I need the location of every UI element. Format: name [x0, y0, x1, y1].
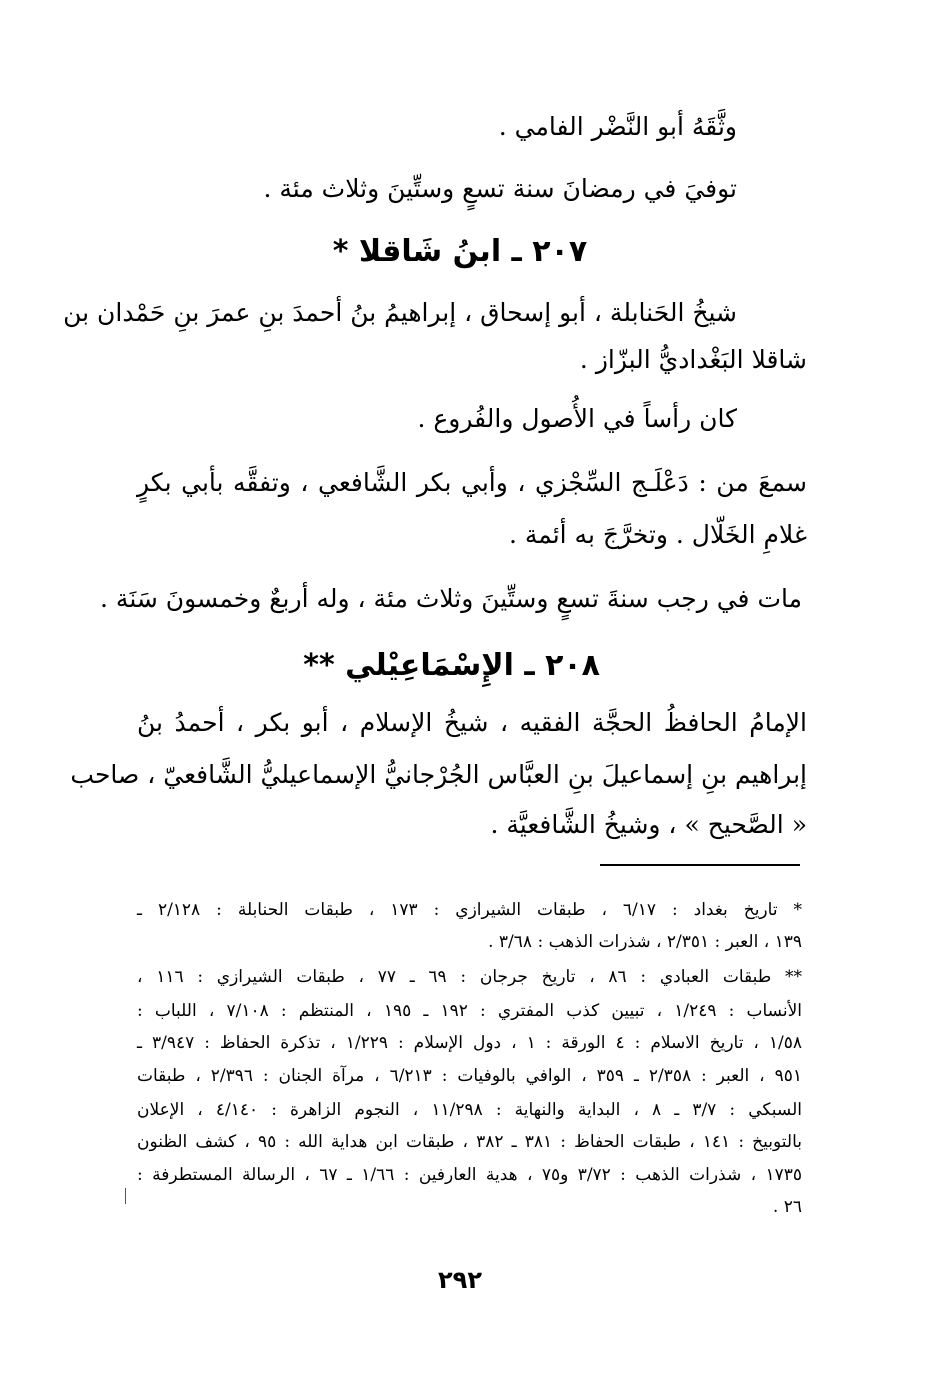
text-line: غلامِ الخَلّال . وتخرَّجَ به أئمة . [508, 520, 807, 549]
page-number: ٢٩٢ [438, 1266, 482, 1294]
footnote-line: السبكي : ٣/٧ ـ ٨ ، البداية والنهاية : ١١/٢٩٨ ، النجوم الزاهرة : ٤/١٤٠ ، الإعلان [137, 1100, 802, 1120]
footnote-separator [600, 864, 800, 866]
text-line: وثَّقَهُ أبو النَّضْر الفامي . [498, 112, 737, 141]
footnote-line: ١٧٣٥ ، شذرات الذهب : ٣/٧٢ و٧٥ ، هدية العارفين : ١/٦٦ ـ ٦٧ ، الرسالة المستطرفة : [137, 1165, 802, 1185]
text-line: شيخُ الحَنابلة ، أبو إسحاق ، إبراهيمُ بنُ أحمدَ بنِ عمرَ بنِ حَمْدان بن [63, 298, 737, 327]
footnote-line: ** طبقات العبادي : ٨٦ ، تاريخ جرجان : ٦٩ ـ ٧٧ ، طبقات الشيرازي : ١١٦ ، [137, 967, 803, 987]
text-line: مات في رجب سنةَ تسعٍ وستِّينَ وثلاث مئة ، وله أربعٌ وخمسونَ سَنَة . [100, 584, 802, 613]
scan-mark [125, 1188, 126, 1204]
footnote-line: ٩٥١ ، العبر : ٢/٣٥٨ ـ ٣٥٩ ، الوافي بالوفيات : ٦/٢١٣ ، مرآة الجنان : ٢/٣٩٦ ، طبقات [137, 1066, 802, 1086]
text-line: توفيَ في رمضانَ سنة تسعٍ وستِّينَ وثلاث مئة . [263, 174, 737, 203]
entry-heading-207: ٢٠٧ ـ ابنُ شَاقلا * [332, 234, 588, 269]
text-line: كان رأساً في الأُصول والفُروع . [417, 404, 737, 433]
footnote-line: الأنساب : ١/٢٤٩ ، تبيين كذب المفتري : ١٩٢ ـ ١٩٥ ، المنتظم : ٧/١٠٨ ، اللباب : [137, 1001, 802, 1021]
text-line: إبراهيم بنِ إسماعيلَ بنِ العبَّاس الجُرْجانيُّ الإسماعيليُّ الشَّافعيّ ، صاحب [70, 760, 807, 789]
entry-heading-208: ٢٠٨ ـ الإِسْمَاعِيْلي ** [303, 648, 600, 683]
text-line: شاقلا البَغْداديُّ البزّاز . [579, 345, 807, 374]
text-line: الإمامُ الحافظُ الحجَّة الفقيه ، شيخُ الإسلام ، أبو بكر ، أحمدُ بنُ [137, 708, 807, 737]
text-line: سمعَ من : دَعْلَـج السِّجْزي ، وأبي بكر الشَّافعي ، وتفقَّه بأبي بكرٍ [137, 468, 807, 497]
footnote-line: * تاريخ بغداد : ٦/١٧ ، طبقات الشيرازي : ١٧٣ ، طبقات الحنابلة : ٢/١٢٨ ـ [137, 900, 803, 920]
footnote-line: ١/٥٨ ، تاريخ الاسلام : ٤ الورقة : ١ ، دول الإسلام : ١/٢٢٩ ، تذكرة الحفاظ : ٣/٩٤٧ ـ [137, 1033, 803, 1053]
footnote-line: ١٣٩ ، العبر : ٢/٣٥١ ، شذرات الذهب : ٣/٦٨ . [488, 932, 802, 952]
text-line: « الصَّحيح » ، وشيخُ الشَّافعيَّة . [490, 810, 807, 839]
footnote-line: بالتوبيخ : ١٤١ ، طبقات الحفاظ : ٣٨١ ـ ٣٨٢ ، طبقات ابن هداية الله : ٩٥ ، كشف الظنون [137, 1132, 802, 1152]
footnote-line: ٢٦ . [772, 1197, 802, 1217]
